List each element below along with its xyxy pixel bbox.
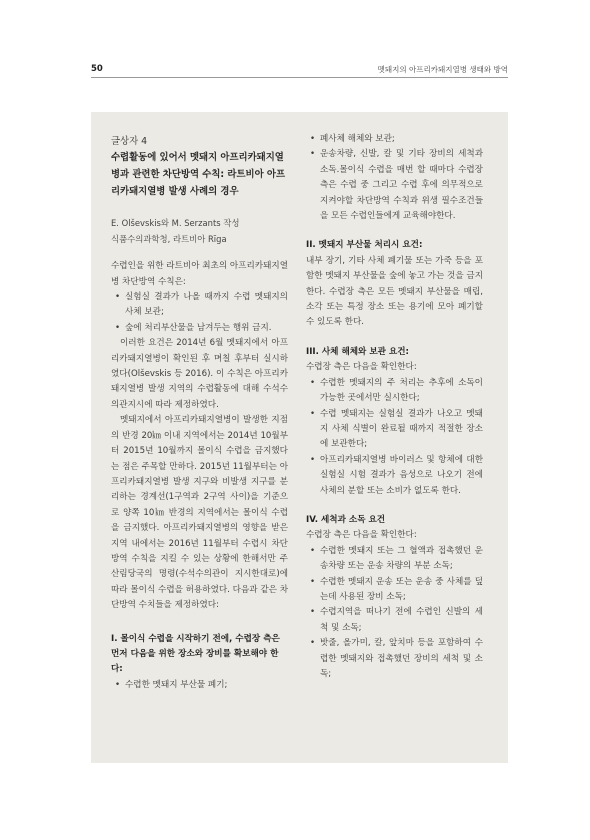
list-item: • 수렵한 멧돼지 또는 그 혈액과 접촉했던 운송차량 또는 운송 차량의 부분 소독; — [306, 544, 483, 575]
section-2-text: 내부 장기, 기타 사체 폐기물 또는 가죽 등을 포함한 멧돼지 부산물을 숲에 놓고 가는 것을 금지한다. 수렵장 측은 모든 멧돼지 부산물을 매립, 소각 또는 특정 장소 또는 용기에 모아 폐기할 수 있도록 한다. — [306, 255, 483, 328]
list-item: • 실험실 결과가 나올 때까지 수렵 멧돼지의 사체 보관; — [111, 290, 288, 321]
right-column — [306, 132, 483, 682]
intro-paragraph: 수렵인을 위한 라트비아 최초의 아프리카돼지열병 차단방역 수칙은: — [111, 261, 288, 287]
list-item: • 수렵한 멧돼지 부산물 폐기; — [111, 678, 288, 693]
list-item: • 수렵지역을 떠나기 전에 수렵인 신발의 세척 및 소독; — [306, 605, 483, 636]
list-item: • 수렵한 멧돼지의 주 처리는 추후에 소독이 가능한 곳에서만 실시한다; — [306, 376, 483, 407]
list-item: • 수렵 멧돼지는 실험실 결과가 나오고 멧돼지 사체 식별이 완료될 때까지 적절한 장소에 보관한다; — [306, 407, 483, 453]
intro-bullet-list — [111, 290, 288, 336]
author-line: E. Olševskis와 M. Serzants 작성 — [111, 218, 240, 229]
list-item: • 밧줄, 올가미, 칼, 앞치마 등을 포함하여 수렵한 멧돼지와 접촉했던 장비의 세척 및 소독; — [306, 636, 483, 682]
text-box — [91, 112, 508, 763]
section-4-list — [306, 544, 483, 683]
header-rule — [91, 77, 508, 78]
section-4-intro: 수렵장 측은 다음을 확인한다: — [306, 530, 417, 541]
section-1-list-continued — [306, 132, 483, 224]
section-3-list — [306, 376, 483, 499]
section-3-intro: 수렵장 측은 다음을 확인한다: — [306, 362, 417, 373]
list-item: • 운송차량, 신발, 칼 및 기타 장비의 세척과 소독.몰이식 수렵을 매번 할 때마다 수렵장 측은 수렵 중 그리고 수렵 후에 의무적으로 지켜야할 차단방역 수칙과 위생 필수조건들을 모든 수렵인들에게 교육해야한다. — [306, 147, 483, 224]
section-2-heading: II. 멧돼지 부산물 처리시 요건: — [306, 240, 423, 251]
section-3-heading: III. 사체 해체와 보관 요건: — [306, 346, 409, 357]
page-number: 50 — [91, 64, 103, 74]
box-title: 수렵활동에 있어서 멧돼지 아프리카돼지열병과 관련한 차단방역 수칙: 라트비아 아프리카돼지열병 발생 사례의 경우 — [111, 152, 286, 198]
box-label: 글상자 4 — [111, 136, 148, 147]
list-item: • 아프리카돼지열병 바이러스 및 항체에 대한 실험실 시험 결과가 음성으로 나오기 전에 사체의 분할 또는 소비가 없도록 한다. — [306, 453, 483, 499]
section-1-list — [111, 678, 288, 693]
running-title: 멧돼지의 아프리카돼지열병 생태와 방역 — [377, 65, 508, 74]
left-column — [111, 134, 288, 693]
paragraph-2: 멧돼지에서 아프리카돼지열병이 발생한 지점의 반경 20㎞ 이내 지역에서는 2014년 10월부터 2015년 10월까지 몰이식 수렵을 금지했다는 점은 주목할 만하다. 2015년 11월부터는 아프리카돼지열병 발생 지구와 비발생 지구를 분리하는 경계선(1구역과 2구역 사이)을 기준으로 양쪽 10㎞ 반경의 지역에서는 몰이식 수렵을 금지했다. 아프리카돼지열병의 영향을 받은 지역 내에서는 2016년 11월부터 수렵시 차단방역 수칙을 지킬 수 있는 상황에 한해서만 주 산림당국의 명령(수석수의관이 지시한대로)에 따라 몰이식 수렵을 허용하였다. 다음과 같은 차단방역 수치들을 제정하였다: — [111, 415, 288, 611]
list-item: • 폐사체 해체와 보관; — [306, 132, 483, 147]
page-header — [91, 64, 508, 78]
paragraph-1: 이러한 요건은 2014년 6월 멧돼지에서 아프리카돼지열병이 확인된 후 며칠 후부터 실시하였다(Olševskis 등 2016). 이 수칙은 아프리카돼지열병 발생 지역의 수렵활동에 대해 수석수의관지시에 따라 제정하였다. — [111, 338, 288, 410]
section-1-heading: I. 몰이식 수렵을 시작하기 전에, 수렵장 측은 먼저 다음을 위한 장소와 장비를 확보해야 한다: — [111, 633, 280, 675]
affiliation-line: 식품수의과학청, 라트비아 Rīga — [111, 233, 227, 244]
list-item: • 숲에 처리부산물을 남겨두는 행위 금지. — [111, 321, 288, 336]
list-item: • 수렵한 멧돼지 운송 또는 운송 중 사체를 덮는데 사용된 장비 소독; — [306, 575, 483, 606]
section-4-heading: IV. 세척과 소독 요건 — [306, 514, 386, 525]
